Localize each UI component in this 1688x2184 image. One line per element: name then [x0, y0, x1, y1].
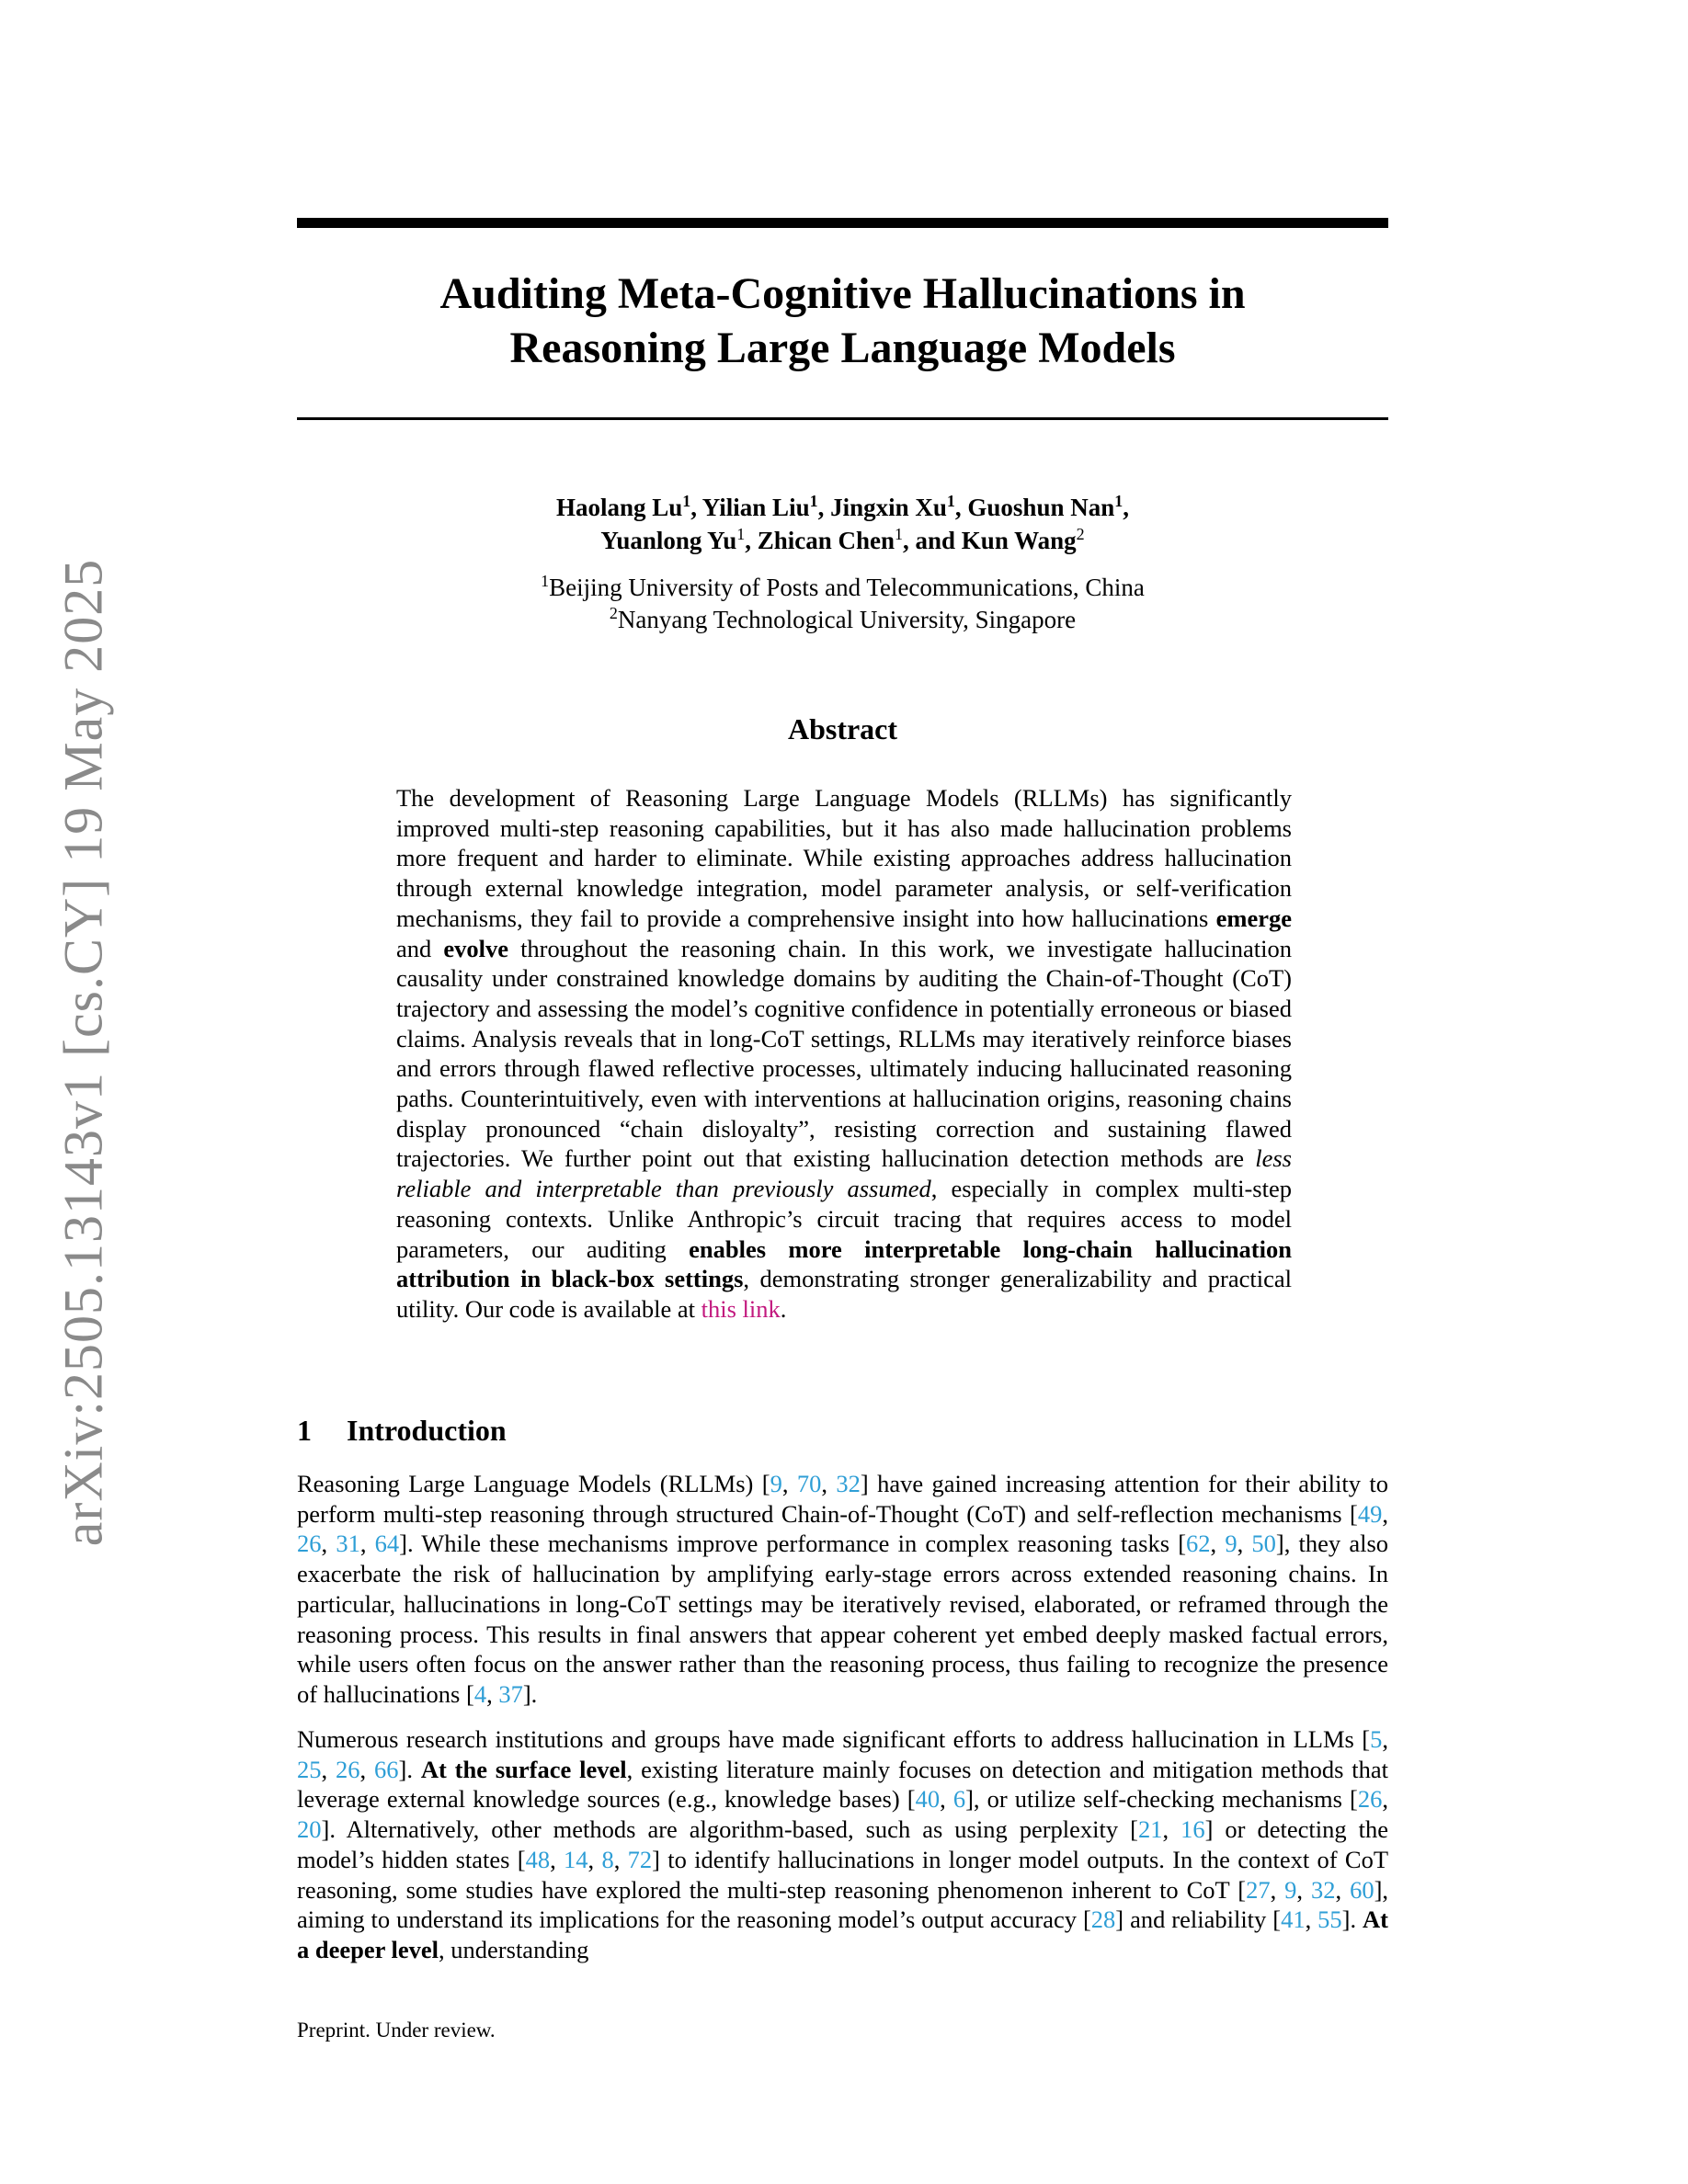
affil-mark: 1	[541, 572, 550, 590]
author-name: , Jingxin Xu	[817, 494, 947, 521]
citation-link[interactable]: 49	[1357, 1499, 1383, 1528]
author-name: , Zhican Chen	[745, 527, 895, 554]
abstract-body	[396, 783, 1292, 1325]
body-text: Reasoning Large Language Models (RLLMs) [	[297, 1470, 770, 1497]
citation-separator: ,	[1382, 1499, 1388, 1528]
citation-link[interactable]: 26	[336, 1755, 360, 1783]
citation-separator: ,	[940, 1785, 953, 1814]
title-top-rule	[297, 218, 1388, 228]
body-text: ] have gained increasing attention for their ability to perform multi-step reasoning through structured Chain-of-Thought (CoT) and self-reflection mechanisms [	[297, 1470, 1389, 1528]
abstract-text: , especially in complex multi-step reasoning contexts. Unlike Anthropic’s circuit tracing that requires access to model parameters, our auditing	[396, 1175, 1292, 1263]
body-text: ] and reliability [	[1115, 1905, 1282, 1934]
citation-separator: ,	[613, 1845, 628, 1873]
citation-separator: ,	[1335, 1875, 1351, 1904]
citation-separator: ,	[1382, 1785, 1389, 1814]
citation-link[interactable]: 14	[564, 1845, 588, 1873]
author-affil-mark: 2	[1076, 525, 1085, 543]
body-text: ].	[398, 1755, 421, 1783]
citation-link[interactable]: 25	[297, 1755, 322, 1783]
author-name: Haolang Lu	[556, 494, 683, 521]
body-text: , understanding	[439, 1935, 589, 1963]
arxiv-identifier-text: arXiv:2505.13143v1 [cs.CY] 19 May 2025	[52, 558, 114, 1547]
citation-link[interactable]: 26	[1357, 1785, 1383, 1814]
author-affil-mark: 1	[895, 525, 904, 543]
citation-separator: ,	[550, 1845, 565, 1873]
citation-link[interactable]: 9	[1225, 1530, 1237, 1558]
affil-mark: 2	[609, 604, 618, 622]
citation-link[interactable]: 31	[336, 1530, 360, 1558]
citation-link[interactable]: 62	[1186, 1530, 1211, 1558]
citation-link[interactable]: 48	[525, 1845, 551, 1873]
body-text: ].	[1341, 1905, 1363, 1934]
affiliations	[297, 572, 1388, 636]
title-line-1: Auditing Meta-Cognitive Hallucinations in	[439, 269, 1246, 318]
citation-separator: ,	[486, 1679, 499, 1708]
citation-link[interactable]: 64	[374, 1530, 400, 1558]
citation-link[interactable]: 72	[627, 1845, 653, 1873]
author-separator: ,	[1123, 494, 1129, 521]
affil-text: Beijing University of Posts and Telecommunications, China	[549, 574, 1145, 601]
citation-link[interactable]: 9	[770, 1470, 782, 1497]
author-affil-mark: 1	[809, 492, 818, 510]
abstract-heading: Abstract	[787, 712, 898, 745]
abstract-italic: less reliable and interpretable than previously assumed	[396, 1144, 1292, 1203]
abstract-bold: emerge	[1215, 904, 1292, 932]
body-text: ]. While these mechanisms improve performance in complex reasoning tasks [	[399, 1530, 1187, 1558]
author-affil-mark: 1	[682, 492, 691, 510]
citation-link[interactable]: 70	[796, 1470, 822, 1497]
abstract-text: and	[396, 934, 444, 962]
citation-link[interactable]: 41	[1281, 1905, 1306, 1934]
citation-link[interactable]: 5	[1370, 1725, 1383, 1753]
abstract-text: , demonstrating stronger generalizability and practical utility. Our code is available at	[396, 1265, 1293, 1323]
affiliation-2	[297, 604, 1388, 636]
section-number: 1	[297, 1414, 312, 1447]
citation-link[interactable]: 4	[473, 1679, 487, 1708]
citation-link[interactable]: 40	[915, 1785, 941, 1814]
abstract-bold: evolve	[443, 934, 508, 962]
author-affil-mark: 1	[946, 492, 955, 510]
author-affil-mark: 1	[736, 525, 746, 543]
arxiv-identifier	[51, 558, 116, 1547]
citation-link[interactable]: 8	[601, 1845, 614, 1873]
body-bold: At the surface level	[420, 1755, 627, 1783]
title-line-2: Reasoning Large Language Models	[509, 324, 1176, 372]
body-text: ]. Alternatively, other methods are algorithm-based, such as using perplexity [	[321, 1815, 1138, 1844]
author-line-2	[297, 524, 1388, 557]
section-heading	[297, 1414, 507, 1448]
affiliation-1	[297, 572, 1388, 604]
citation-link[interactable]: 21	[1137, 1815, 1163, 1844]
body-text: ], they also exacerbate the risk of hallucination by amplifying early-stage errors across extended reasoning chains. In particular, hallucinations in long-CoT settings may be iteratively revised, elaborated, or reframed through the reasoning process. This results in final answers that appear coherent yet embed deeply masked factual errors, while users often focus on the answer rather than the reasoning process, thus failing to recognize the presence of hallucinations [	[297, 1530, 1389, 1708]
citation-separator: ,	[1237, 1530, 1252, 1558]
author-name: , and Kun Wang	[903, 527, 1077, 554]
body-text: ] to identify hallucinations in longer model outputs. In the context of CoT reasoning, some studies have explored the multi-step reasoning phenomenon inherent to CoT [	[297, 1845, 1389, 1904]
body-text: , existing literature mainly focuses on detection and mitigation methods that leverage external knowledge sources (e.g., knowledge bases) [	[297, 1755, 1389, 1814]
citation-separator: ,	[321, 1755, 336, 1783]
title-bottom-rule	[297, 417, 1388, 420]
citation-link[interactable]: 28	[1090, 1905, 1116, 1934]
abstract-text: throughout the reasoning chain. In this work, we investigate hallucination causality under constrained knowledge domains by auditing the Chain-of-Thought (CoT) trajectory and assessing the model’s cognitive confidence in potentially erroneous or biased claims. Analysis reveals that in long-CoT settings, RLLMs may iteratively reinforce biases and errors through flawed reflective processes, ultimately inducing hallucinated reasoning paths. Counterintuitively, even with interventions at hallucination origins, reasoning chains display pronounced “chain disloyalty”, resisting correction and sustaining flawed trajectories. We further point out that existing hallucination detection methods are	[396, 934, 1292, 1173]
paper-title	[297, 267, 1388, 375]
citation-link[interactable]: 60	[1350, 1875, 1374, 1904]
affil-text: Nanyang Technological University, Singapore	[617, 606, 1077, 633]
citation-separator: ,	[1305, 1905, 1318, 1934]
citation-link[interactable]: 20	[297, 1815, 322, 1844]
author-affil-mark: 1	[1114, 492, 1123, 510]
body-text: ], or utilize self-checking mechanisms [	[965, 1785, 1358, 1814]
citation-link[interactable]: 9	[1284, 1875, 1297, 1904]
citation-link[interactable]: 6	[952, 1785, 966, 1814]
citation-separator: ,	[1296, 1875, 1311, 1904]
body-text: ], aiming to understand its implications for the reasoning model’s output accuracy [	[297, 1875, 1389, 1934]
body-text: ] or detecting the model’s hidden states [	[297, 1815, 1388, 1873]
intro-paragraph-2	[297, 1724, 1388, 1965]
citation-link[interactable]: 32	[836, 1470, 861, 1497]
citation-separator: ,	[781, 1470, 797, 1497]
citation-link[interactable]: 32	[1311, 1875, 1336, 1904]
citation-separator: ,	[1270, 1875, 1285, 1904]
citation-separator: ,	[1162, 1815, 1181, 1844]
citation-separator: ,	[359, 1530, 375, 1558]
section-title: Introduction	[347, 1414, 507, 1447]
citation-separator: ,	[359, 1755, 374, 1783]
citation-link[interactable]: 50	[1251, 1530, 1276, 1558]
abstract-text: .	[780, 1294, 787, 1323]
abstract-text: The development of Reasoning Large Language Models (RLLMs) has significantly improved multi-step reasoning capabilities, but it has also made hallucination problems more frequent and harder to eliminate. While existing approaches address hallucination through external knowledge integration, model parameter analysis, or self-verification mechanisms, they fail to provide a comprehensive insight into how hallucinations	[396, 784, 1292, 932]
abstract-bold: enables more interpretable long-chain hallucination attribution in black-box settings	[396, 1234, 1292, 1293]
citation-separator: ,	[1382, 1725, 1388, 1753]
intro-paragraph-1	[297, 1469, 1388, 1710]
citation-link[interactable]: 27	[1246, 1875, 1271, 1904]
citation-separator: ,	[821, 1470, 837, 1497]
code-link[interactable]: this link	[701, 1294, 781, 1323]
body-text: Numerous research institutions and groups have made significant efforts to address hallucination in LLMs [	[297, 1725, 1371, 1753]
author-line-1	[297, 491, 1388, 524]
body-bold: At a deeper level	[297, 1905, 1389, 1963]
author-name: , Yilian Liu	[690, 494, 810, 521]
citation-link[interactable]: 55	[1317, 1905, 1342, 1934]
citation-separator: ,	[321, 1530, 336, 1558]
citation-separator: ,	[587, 1845, 602, 1873]
footer-note: Preprint. Under review.	[297, 2019, 496, 2042]
citation-link[interactable]: 37	[498, 1679, 523, 1708]
citation-link[interactable]: 26	[297, 1530, 322, 1558]
citation-link[interactable]: 16	[1180, 1815, 1205, 1844]
author-list	[297, 491, 1388, 557]
author-name: , Guoshun Nan	[954, 494, 1115, 521]
author-name: Yuanlong Yu	[600, 527, 737, 554]
body-text: ].	[522, 1679, 538, 1708]
citation-link[interactable]: 66	[374, 1755, 399, 1783]
citation-separator: ,	[1210, 1530, 1226, 1558]
